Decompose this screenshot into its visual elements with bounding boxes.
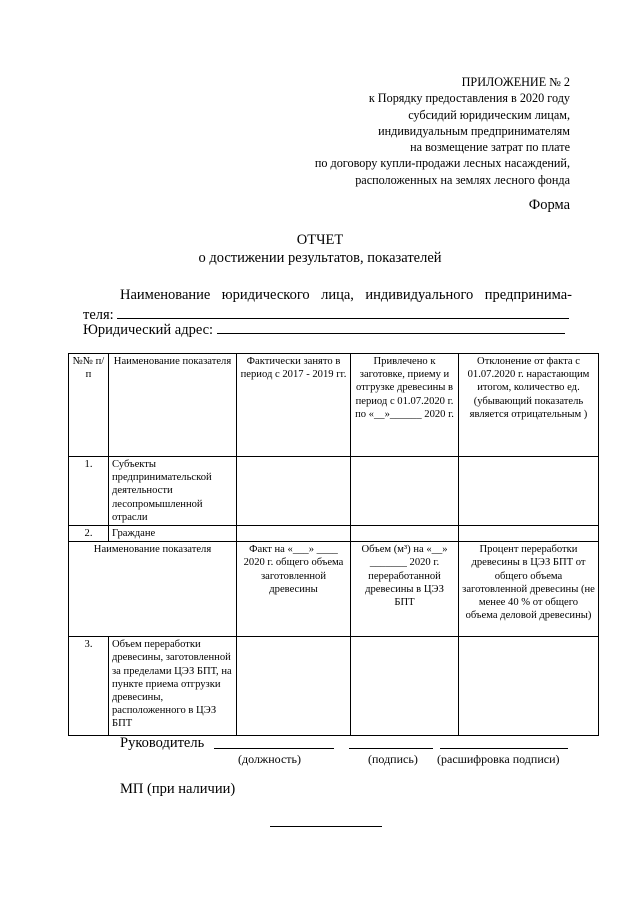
row-num: 2.: [69, 526, 109, 542]
header-num: №№ п/п: [69, 354, 109, 457]
report-table: [68, 353, 599, 736]
header-name: Наименование показателя: [109, 354, 237, 457]
stamp-label: МП (при наличии): [120, 781, 236, 797]
signature-caption: (подпись): [368, 752, 418, 766]
appendix-line: расположенных на землях лесного фонда: [355, 172, 570, 187]
row-cell-percent[interactable]: [459, 637, 599, 736]
row-cell-volume[interactable]: [351, 637, 459, 736]
appendix-block: [315, 74, 570, 188]
table-row: [69, 637, 599, 736]
row-cell-deviation[interactable]: [459, 457, 599, 526]
position-field[interactable]: [214, 748, 334, 749]
row-name: Субъекты предпринимательской деятельности лесопромышленной отрасли: [109, 457, 237, 526]
appendix-line: по договору купли-продажи лесных насаждений,: [314, 156, 570, 171]
legal-address-field[interactable]: [217, 320, 565, 334]
form-label: Форма: [528, 197, 570, 213]
legal-address-row: [83, 320, 565, 339]
header2-percent: Процент переработки древесины в ЦЭЗ БПТ от общего объема заготовленной древесины (не менее 40 % от общего объема деловой древесины): [459, 542, 599, 637]
header2-fact: Факт на «___» ____ 2020 г. общего объема заготовленной древесины: [237, 542, 351, 637]
appendix-line: ПРИЛОЖЕНИЕ № 2: [461, 75, 570, 89]
stamp-line[interactable]: [270, 826, 382, 827]
position-caption: (должность): [238, 752, 301, 766]
legal-address-label: Юридический адрес:: [83, 322, 214, 338]
row-cell-involved[interactable]: [351, 526, 459, 542]
table-row: [69, 457, 599, 526]
row-cell-involved[interactable]: [351, 457, 459, 526]
table-header-row-2: [69, 542, 599, 637]
row-cell-fact[interactable]: [237, 637, 351, 736]
header-deviation: Отклонение от факта с 01.07.2020 г. нарастающим итогом, количество ед. (убывающий показатель является отрицательным ): [459, 354, 599, 457]
header-actual: Фактически занято в период с 2017 - 2019 гг.: [237, 354, 351, 457]
row-name: Объем переработки древесины, заготовленной за пределами ЦЭЗ БПТ, на пункте приема отгрузки древесины, расположенного в ЦЭЗ БПТ: [109, 637, 237, 736]
row-cell-deviation[interactable]: [459, 526, 599, 542]
table-header-row: [69, 354, 599, 457]
appendix-line: субсидий юридическим лицам,: [408, 107, 570, 122]
signature-decoding-field[interactable]: [440, 748, 568, 749]
appendix-line: индивидуальным предпринимателям: [378, 123, 570, 138]
signature-field[interactable]: [349, 748, 433, 749]
org-name-label: Наименование юридического лица, индивидуального предпринима-: [120, 287, 572, 303]
header-involved: Привлечено к заготовке, приему и отгрузке древесины в период с 01.07.2020 г. по «__»______ 2020 г.: [351, 354, 459, 457]
table-row: [69, 526, 599, 542]
appendix-line: на возмещение затрат по плате: [410, 140, 570, 155]
row-name: Граждане: [109, 526, 237, 542]
document-title: ОТЧЕТ: [296, 232, 344, 248]
org-name-label-cont: теля:: [83, 307, 114, 323]
row-num: 1.: [69, 457, 109, 526]
appendix-line: к Порядку предоставления в 2020 году: [368, 91, 570, 106]
row-cell-actual[interactable]: [237, 526, 351, 542]
head-label: Руководитель: [120, 735, 205, 751]
document-subtitle: о достижении результатов, показателей: [198, 250, 442, 266]
row-cell-actual[interactable]: [237, 457, 351, 526]
decoding-caption: (расшифровка подписи): [437, 752, 560, 766]
row-num: 3.: [69, 637, 109, 736]
header2-volume: Объем (м³) на «__» _______ 2020 г. переработанной древесины в ЦЭЗ БПТ: [351, 542, 459, 637]
header2-name: Наименование показателя: [69, 542, 237, 637]
org-name-field[interactable]: [117, 305, 569, 319]
